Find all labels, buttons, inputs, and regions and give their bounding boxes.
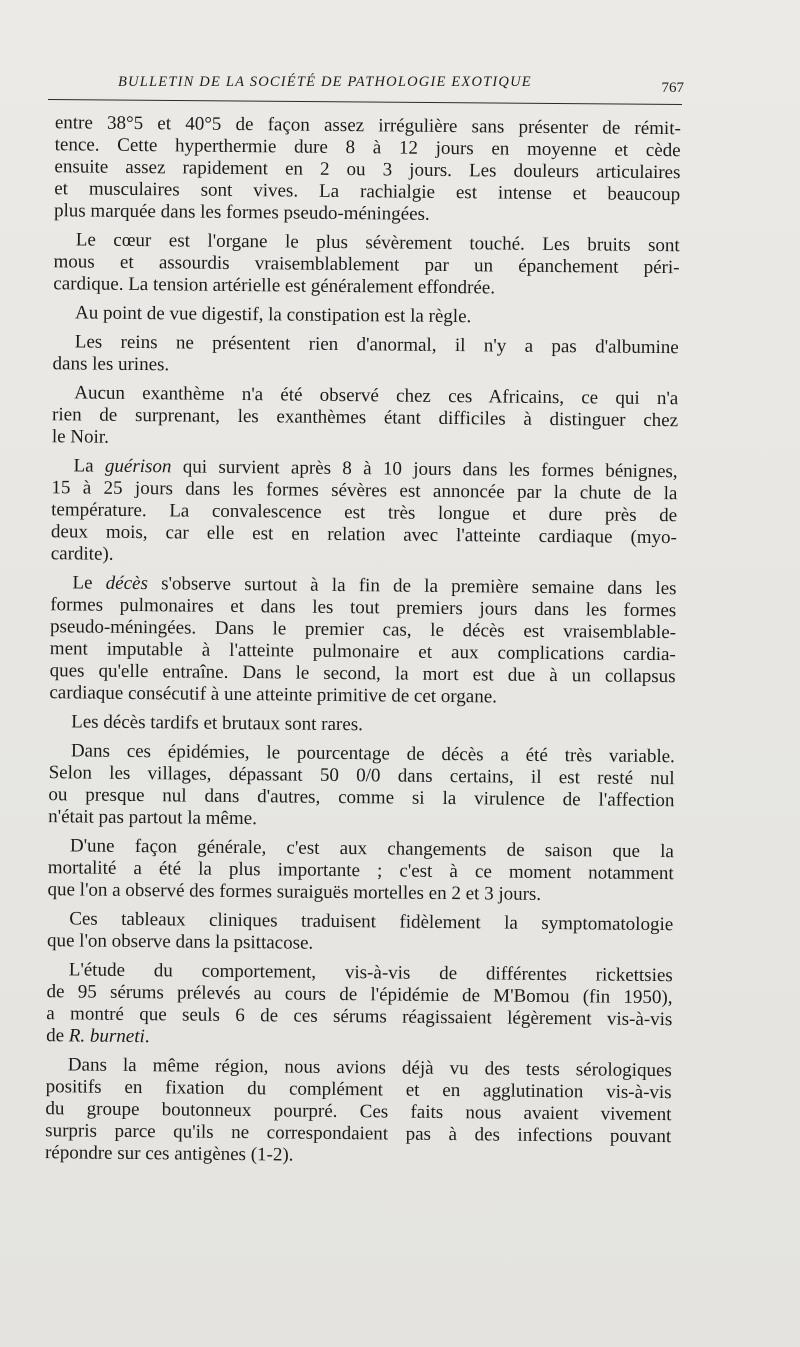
text-line: Ces tableaux cliniques traduisent fidèlement la symptomatologie <box>69 908 674 936</box>
paragraph <box>27 572 676 710</box>
text-line: mous et assourdis vraisemblablement par un épanchement péri- <box>53 251 680 279</box>
page-number: 767 <box>661 80 684 96</box>
text-line: répondre sur ces antigènes (1-2). <box>44 1142 294 1166</box>
text-line: entre 38°5 et 40°5 de façon assez irrégulière sans présenter de rémit- <box>54 112 681 140</box>
paragraph <box>25 835 674 907</box>
text-line: n'était pas partout la même. <box>48 806 257 830</box>
text-line: et musculaires sont vives. La rachialgie est intense et beaucoup <box>54 178 681 206</box>
paragraph <box>32 112 681 228</box>
text-line: ou presque nul dans d'autres, comme si la virulence de l'affection <box>48 784 675 812</box>
text-line: La guérison qui survient après 8 à 10 jours dans les formes bénignes, <box>73 455 678 483</box>
text-line: Dans ces épidémies, le pourcentage de décès a été très variable. <box>70 740 675 768</box>
text-line: cardite). <box>50 543 114 565</box>
text-line: du groupe boutonneux pourpré. Ces faits nous avaient vivement <box>45 1098 672 1126</box>
paragraph <box>23 1054 672 1170</box>
text-line: positifs en fixation du complément et en agglutination vis-à-vis <box>45 1076 672 1104</box>
text-line: que l'on observe dans la psittacose. <box>46 930 314 954</box>
text-line: mortalité a été la plus importante ; c'est à ce moment notamment <box>47 857 674 885</box>
text-line: cardiaque consécutif à une atteinte primitive de cet organe. <box>49 682 498 708</box>
text-line: deux mois, car elle est en relation avec l'atteinte cardiaque (myo- <box>50 521 678 549</box>
text-line: de 95 sérums prélevés au cours de l'épidémie de M'Bomou (fin 1950), <box>46 981 673 1009</box>
text-line: ment imputable à l'atteinte pulmonaire et aux complications cardia- <box>49 638 676 666</box>
paragraph <box>26 740 675 834</box>
text-line: Le décès s'observe surtout à la fin de la première semaine dans les <box>72 572 677 600</box>
text-line: ques qu'elle entraîne. Dans le second, la mort est due à un collapsus <box>49 660 676 688</box>
paragraph <box>29 455 678 571</box>
text-line: 15 à 25 jours dans les formes sévères est annoncée par la chute de la <box>51 477 678 505</box>
text-line: que l'on a observé des formes suraiguës mortelles en 2 et 3 jours. <box>47 879 542 905</box>
text-line: plus marquée dans les formes pseudo-méningées. <box>53 200 430 225</box>
body-text <box>23 112 681 1177</box>
text-line: cardique. La tension artérielle est généralement effondrée. <box>53 273 496 299</box>
text-line: ensuite assez rapidement en 2 ou 3 jours. Les douleurs articulaires <box>54 156 681 184</box>
text-line: Aucun exanthème n'a été observé chez ces Africains, ce qui n'a <box>74 382 679 410</box>
text-line: température. La convalescence est très longue et dure près de <box>51 499 678 527</box>
text-line: Selon les villages, dépassant 50 0/0 dans certains, il est resté nul <box>48 762 675 790</box>
text-line: formes pulmonaires et dans les tout premiers jours dans les formes <box>50 594 677 622</box>
paragraph <box>31 229 680 301</box>
paragraph <box>25 908 673 958</box>
text-line: L'étude du comportement, vis-à-vis de différentes rickettsies <box>68 959 673 987</box>
text-line: le Noir. <box>51 426 109 448</box>
page-header <box>48 74 684 102</box>
text-line: Les décès tardifs et brutaux sont rares. <box>71 711 364 736</box>
paragraph <box>30 382 679 454</box>
text-line: tence. Cette hyperthermie dure 8 à 12 jours en moyenne et cède <box>54 134 681 162</box>
text-line: D'une façon générale, c'est aux changements de saison que la <box>69 835 675 863</box>
paragraph <box>30 331 678 381</box>
text-line: surpris parce qu'ils ne correspondaient pas à des infections pouvant <box>45 1120 672 1148</box>
text-line: de R. burneti. <box>46 1025 150 1048</box>
text-line: dans les urines. <box>52 353 170 376</box>
text-line: Le cœur est l'organe le plus sévèrement touché. Les bruits sont <box>75 229 680 257</box>
text-line: Les reins ne présentent rien d'anormal, il n'y a pas d'albumine <box>74 331 679 359</box>
text-line: Au point de vue digestif, la constipation est la règle. <box>74 302 472 328</box>
paragraph <box>31 302 679 330</box>
running-title: BULLETIN DE LA SOCIÉTÉ DE PATHOLOGIE EXOTIQUE <box>118 74 532 90</box>
text-line: Dans la même région, nous avions déjà vu des tests sérologiques <box>67 1054 672 1082</box>
text-line: pseudo-méningées. Dans le premier cas, le décès est vraisemblable- <box>49 616 677 644</box>
paragraph <box>24 959 673 1053</box>
text-line: rien de surprenant, les exanthèmes étant difficiles à distinguer chez <box>51 404 679 432</box>
text-line: a montré que seuls 6 de ces sérums réagissaient légèrement vis-à-vis <box>46 1003 673 1031</box>
paragraph <box>27 711 675 739</box>
